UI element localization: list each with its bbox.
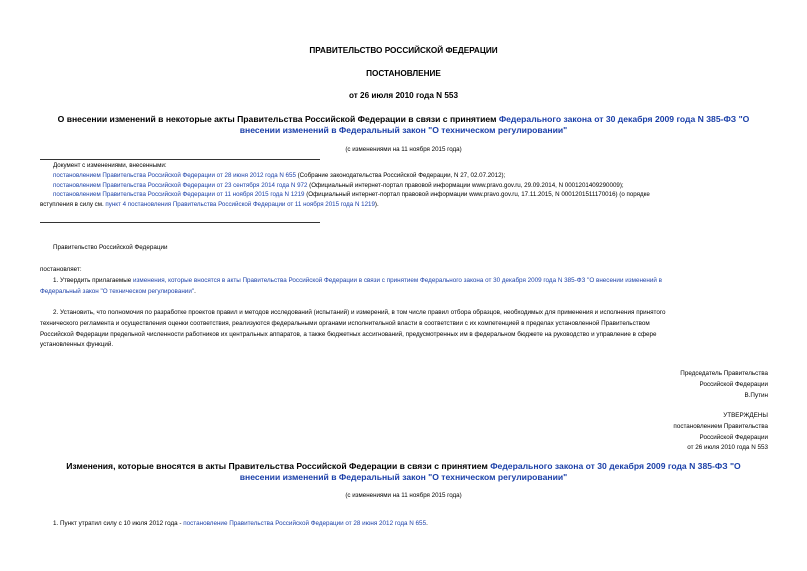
divider-top bbox=[40, 159, 320, 160]
document-title bbox=[0, 114, 807, 136]
change-link-1219[interactable]: постановлением Правительства Российской Федерации от 11 ноября 2015 года N 1219 bbox=[53, 191, 305, 199]
changes-block bbox=[40, 161, 780, 210]
decides-line: постановляет: bbox=[40, 266, 82, 273]
approval-block: УТВЕРЖДЕНЫ постановлением Правительства Российской Федерации от 26 июля 2010 года N 553 bbox=[468, 411, 768, 454]
change-item bbox=[40, 171, 780, 181]
document-date-number: от 26 июля 2010 года N 553 bbox=[348, 91, 459, 100]
divider-bottom bbox=[40, 222, 320, 223]
change-source: (Официальный интернет-портал правовой информации www.pravo.gov.ru, 17.11.2015, N 0001201511170016) (о порядке bbox=[304, 191, 650, 199]
repeal-decree-link[interactable]: постановление Правительства Российской Федерации от 28 июня 2012 года N 655 bbox=[183, 520, 427, 527]
federal-law-link-cont[interactable]: внесении изменений в Федеральный закон "О техническом регулировании" bbox=[239, 125, 568, 135]
title-prefix: О внесении изменений в некоторые акты Правительства Российской Федерации в связи с принятием bbox=[57, 114, 499, 124]
signature-org: Российской Федерации bbox=[699, 380, 768, 388]
change-item-continuation: вступления в силу см. пункт 4 постановления Правительства Российской Федерации от 11 ноября 2015 года N 1219). bbox=[40, 201, 379, 209]
change-source: (Собрание законодательства Российской Федерации, N 27, 02.07.2012); bbox=[295, 171, 506, 179]
signature-block bbox=[468, 369, 768, 401]
appendix-federal-law-link-cont[interactable]: внесении изменений в Федеральный закон "О техническом регулировании" bbox=[239, 472, 568, 482]
edition-note: (с изменениями на 11 ноября 2015 года) bbox=[345, 146, 462, 153]
paragraph-2: 2. Установить, что полномочия по разработке проектов правил и методов исследований (испытаний) и измерений, в том числе правил отбора образцов, необходимых для применения и исполнения принятого технического регламента и осуществления оценки соответствия, реализуются федеральными органами исполнительной власти в соответствии с их компетенцией в пределах установленной Правительством Российской Федерации предельной численности работников их центральных аппаратов, а также бюджетных ассигнований, предусмотренных им в федеральном бюджете на руководство и управление в сфере установленных функций. bbox=[40, 309, 666, 349]
changes-appendix-link-cont[interactable]: Федеральный закон "О техническом регулировании" bbox=[40, 287, 195, 295]
change-source: (Официальный интернет-портал правовой информации www.pravo.gov.ru, 29.09.2014, N 0001201409290009); bbox=[307, 181, 624, 189]
change-link-655[interactable]: постановлением Правительства Российской Федерации от 28 июня 2012 года N 655 bbox=[53, 171, 296, 179]
government-line: Правительство Российской Федерации bbox=[53, 244, 168, 251]
changes-appendix-link[interactable]: изменения, которые вносятся в акты Правительства Российской Федерации в связи с принятием Федерального закона от 30 декабря 2009 года N 385-ФЗ "О внесении изменений в bbox=[133, 277, 663, 284]
appendix-title: Изменения, которые вносятся в акты Правительства Российской Федерации в связи с принятием Федерального закона от 30 декабря 2009 года N 385-ФЗ "О внесении изменений в Федеральный закон "О техническом регулировании" bbox=[66, 461, 741, 482]
change-item bbox=[40, 181, 780, 191]
paragraph-1: 1. Утвердить прилагаемые изменения, которые вносятся в акты Правительства Российской Федерации в связи с принятием Федерального закона от 30 декабря 2009 года N 385-ФЗ "О внесении изменений в Федеральный закон "О техническом регулировании". bbox=[40, 277, 663, 295]
appendix-item-1: 1. Пункт утратил силу с 10 июля 2012 года - постановление Правительства Российской Федерации от 28 июня 2012 года N 655. bbox=[53, 520, 428, 527]
federal-law-link[interactable]: Федерального закона от 30 декабря 2009 года N 385-ФЗ "О bbox=[498, 114, 750, 124]
approval-heading: УТВЕРЖДЕНЫ bbox=[723, 412, 768, 419]
changes-heading: Документ с изменениями, внесенными: bbox=[53, 162, 167, 169]
appendix-edition-note: (с изменениями на 11 ноября 2015 года) bbox=[345, 492, 462, 499]
document-type: ПОСТАНОВЛЕНИЕ bbox=[366, 69, 441, 78]
government-heading: ПРАВИТЕЛЬСТВО РОССИЙСКОЙ ФЕДЕРАЦИИ bbox=[309, 46, 498, 55]
change-link-972[interactable]: постановлением Правительства Российской Федерации от 23 сентября 2014 года N 972 bbox=[53, 181, 308, 189]
signature-position: Председатель Правительства bbox=[680, 370, 768, 377]
signature-name: В.Путин bbox=[744, 391, 768, 399]
change-item bbox=[40, 190, 780, 200]
appendix-federal-law-link[interactable]: Федерального закона от 30 декабря 2009 года N 385-ФЗ "О bbox=[490, 461, 741, 471]
point-4-link[interactable]: пункт 4 постановления Правительства Российской Федерации от 11 ноября 2015 года N 1219 bbox=[105, 201, 375, 209]
